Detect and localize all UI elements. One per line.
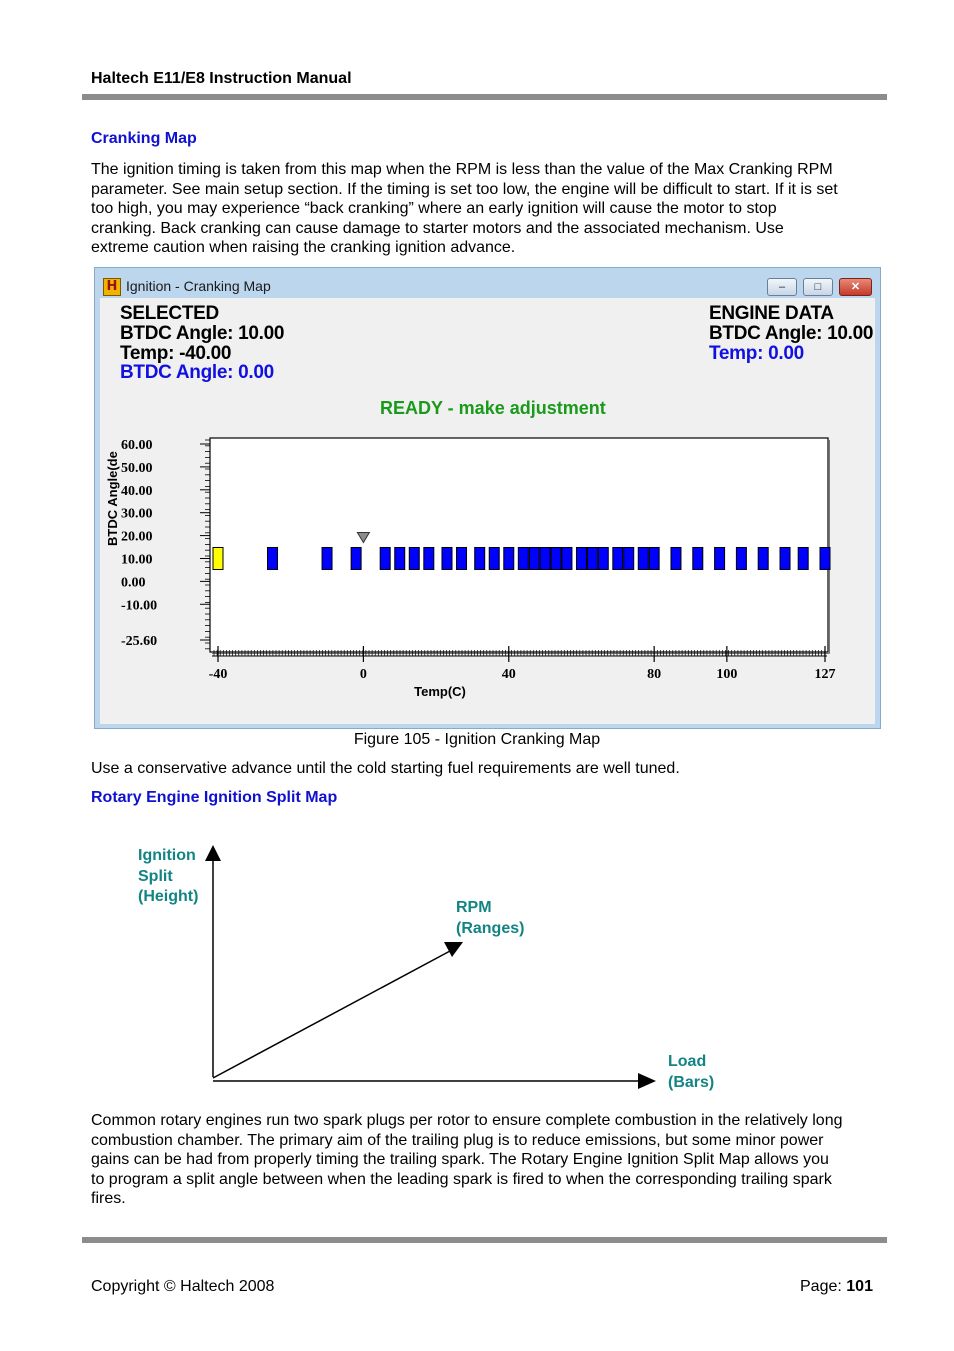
window-titlebar[interactable]: [95, 268, 880, 298]
ignition-split-label: [138, 846, 198, 908]
maximize-button[interactable]: □: [803, 278, 833, 296]
window-client-area: [100, 298, 875, 724]
minimize-button[interactable]: –: [767, 278, 797, 296]
selected-btdc-angle: BTDC Angle: 10.00: [120, 323, 285, 344]
x-tick-label: 100: [716, 667, 738, 682]
plot-area: [210, 438, 828, 652]
diagonal-axis-arrowhead: [444, 942, 463, 957]
paragraph-line: Common rotary engines run two spark plugs per rotor to ensure complete combustion in the relatively long: [91, 1112, 843, 1129]
map-bar: [758, 547, 768, 569]
map-bar: [551, 547, 561, 569]
selected-btdc-angle-live: BTDC Angle: 0.00: [120, 362, 274, 383]
copyright: Copyright © Haltech 2008: [91, 1278, 275, 1295]
cranking-map-window: [94, 267, 881, 729]
map-bar: [562, 547, 572, 569]
x-tick-label: 40: [501, 667, 516, 682]
label-line: Ignition: [138, 847, 196, 864]
label-line: (Height): [138, 888, 199, 905]
map-bar: [457, 547, 467, 569]
close-button[interactable]: ✕: [839, 278, 872, 296]
status-message: READY - make adjustment: [380, 398, 606, 418]
selected-temp: Temp: -40.00: [120, 343, 232, 364]
paragraph-line: The ignition timing is taken from this map when the RPM is less than the value of the Max Cranking RPM: [91, 161, 833, 178]
x-axis-arrowhead: [638, 1073, 656, 1089]
window-title: Ignition - Cranking Map: [126, 278, 271, 294]
y-axis-arrowhead: [205, 845, 221, 861]
footer-rule: [82, 1237, 887, 1243]
map-bar: [268, 547, 278, 569]
map-bar: [395, 547, 405, 569]
label-line: Load: [668, 1053, 707, 1070]
map-bar: [780, 547, 790, 569]
map-bar: [504, 547, 514, 569]
y-tick-label: 40.00: [121, 483, 153, 499]
y-tick-label: 30.00: [121, 506, 153, 522]
cranking-map-chart[interactable]: [100, 298, 875, 724]
map-bar: [671, 547, 681, 569]
haltech-app-icon: H: [103, 278, 121, 296]
y-tick-label: -10.00: [121, 598, 158, 614]
map-bar: [424, 547, 434, 569]
paragraph-line: cranking. Back cranking can cause damage to starter motors and the associated mechanism. Use: [91, 219, 784, 237]
map-bar: [351, 547, 361, 569]
map-bar: [798, 547, 808, 569]
manual-title: Haltech E11/E8 Instruction Manual: [91, 70, 352, 87]
map-bar: [409, 547, 419, 569]
map-bar: [736, 547, 746, 569]
map-bar: [518, 547, 528, 569]
y-tick-label: 20.00: [121, 529, 153, 545]
paragraph-line: combustion chamber. The primary aim of the trailing plug is to reduce emissions, but some minor power: [91, 1131, 824, 1149]
diagonal-axis-line: [213, 951, 450, 1078]
x-tick-label: -40: [208, 667, 228, 682]
label-line: (Ranges): [456, 919, 525, 937]
y-tick-label: 10.00: [121, 552, 153, 568]
engine-temp: Temp: 0.00: [709, 343, 804, 364]
page-number: 101: [846, 1278, 873, 1295]
map-bar: [540, 547, 550, 569]
y-tick-label: 50.00: [121, 460, 153, 476]
y-tick-label: -25.60: [121, 634, 158, 649]
cranking-map-heading: Cranking Map: [91, 130, 197, 147]
paragraph-line: to program a split angle between when the leading spark is fired to when the corresponding trailing spark: [91, 1170, 832, 1188]
map-bar: [638, 547, 648, 569]
y-axis-label: BTDC Angle(de: [105, 451, 120, 546]
map-bar: [322, 547, 332, 569]
engine-btdc-angle: BTDC Angle: 10.00: [709, 323, 874, 344]
x-tick-label: 127: [814, 667, 836, 682]
engine-data-heading: ENGINE DATA: [709, 304, 834, 324]
label-line: (Bars): [668, 1073, 715, 1091]
paragraph-line: extreme caution when raising the cranking ignition advance.: [91, 239, 516, 257]
map-bar: [820, 547, 830, 569]
paragraph-line: parameter. See main setup section. If the timing is set too low, the engine will be difficult to start. If it is set: [91, 180, 838, 198]
map-bar: [613, 547, 623, 569]
selected-heading: SELECTED: [120, 303, 219, 324]
map-bar: [598, 547, 608, 569]
x-axis-label: Temp(C): [414, 684, 466, 699]
figure-caption: Figure 105 - Ignition Cranking Map: [353, 731, 601, 748]
paragraph-line: too high, you may experience “back cranking” where an early ignition will cause the motor to stop: [91, 200, 777, 218]
selected-bar: [213, 547, 223, 569]
map-bar: [475, 547, 485, 569]
page-indicator: [800, 1278, 873, 1296]
split-map-heading: Rotary Engine Ignition Split Map: [91, 789, 338, 806]
map-bar: [380, 547, 390, 569]
y-tick-label: 60.00: [121, 438, 153, 453]
rpm-ranges-label: [456, 898, 524, 939]
map-bar: [624, 547, 634, 569]
cranking-map-paragraph: [91, 160, 891, 258]
map-bar: [693, 547, 703, 569]
label-line: RPM: [456, 899, 492, 916]
tuning-note: Use a conservative advance until the cold starting fuel requirements are well tuned.: [91, 760, 680, 777]
map-bar: [529, 547, 539, 569]
map-bar: [442, 547, 452, 569]
map-bar: [649, 547, 659, 569]
paragraph-line: gains can be had from properly timing the trailing spark. The Rotary Engine Ignition Split Map allows you: [91, 1151, 829, 1169]
map-bar: [587, 547, 597, 569]
x-tick-label: 80: [647, 667, 662, 682]
page-label: Page:: [800, 1278, 847, 1295]
map-bar: [715, 547, 725, 569]
map-bar: [489, 547, 499, 569]
load-bars-label: [668, 1052, 714, 1093]
label-line: Split: [138, 867, 173, 885]
y-tick-label: 0.00: [121, 575, 146, 591]
header-rule: [82, 94, 887, 100]
map-bar: [576, 547, 586, 569]
paragraph-line: fires.: [91, 1190, 126, 1208]
rotary-split-paragraph: [91, 1111, 891, 1209]
x-tick-label: 0: [359, 667, 367, 682]
